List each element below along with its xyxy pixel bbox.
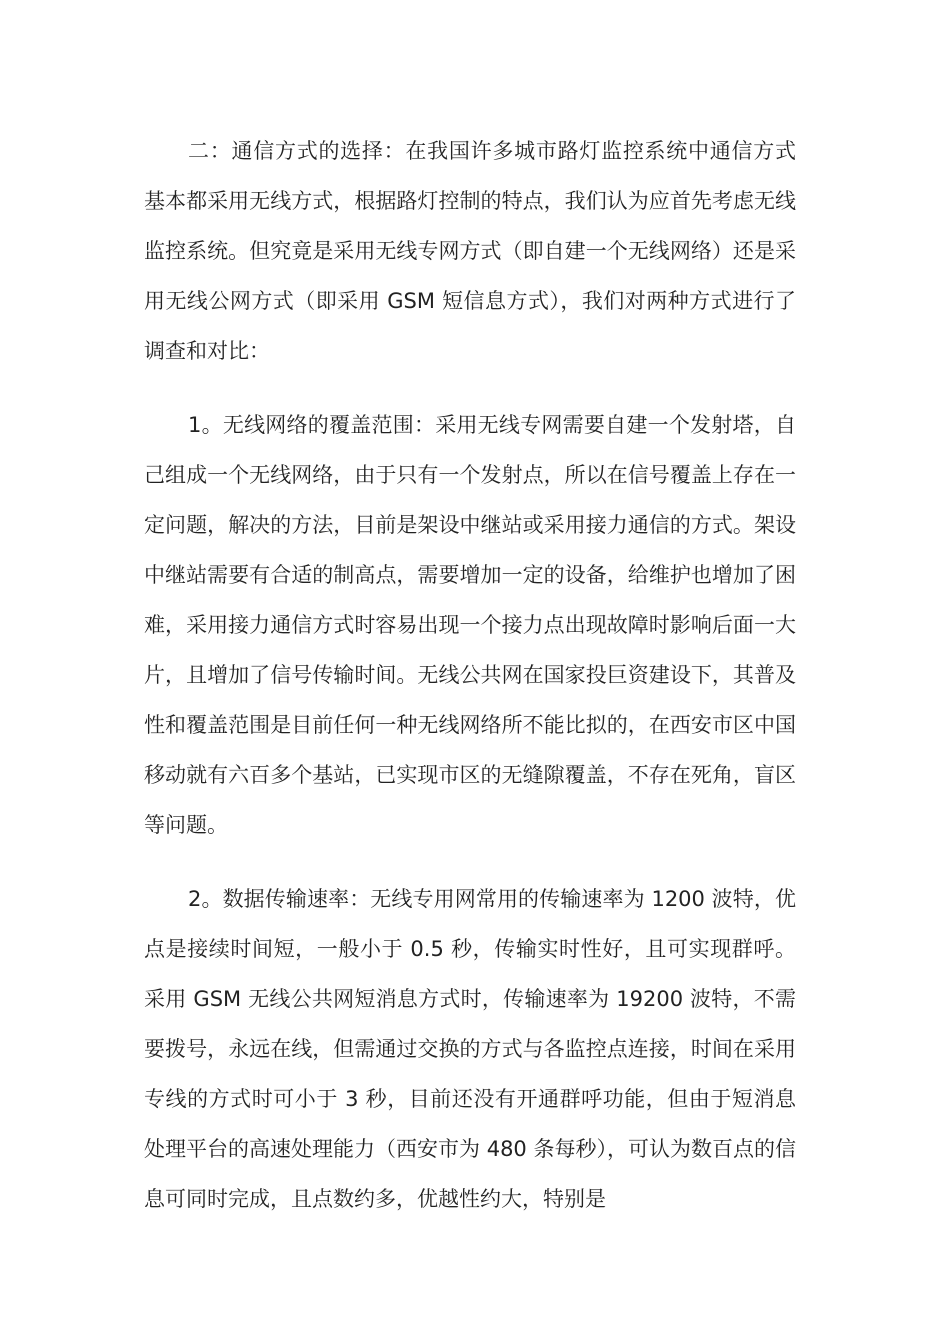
paragraph-coverage-range: 1。无线网络的覆盖范围：采用无线专网需要自建一个发射塔，自己组成一个无线网络，由于只有一个发射点，所以在信号覆盖上存在一定问题，解决的方法，目前是架设中继站或采用接力通信的方式。架设中继站需要有合适的制高点，需要增加一定的设备，给维护也增加了困难，采用接力通信方式时容易出现一个接力点出现故障时影响后面一大片，且增加了信号传输时间。无线公共网在国家投巨资建设下，其普及性和覆盖范围是目前任何一种无线网络所不能比拟的，在西安市区中国移动就有六百多个基站，已实现市区的无缝隙覆盖，不存在死角，盲区等问题。 <box>144 413 796 837</box>
paragraph-transmission-rate: 2。数据传输速率：无线专用网常用的传输速率为 1200 波特，优点是接续时间短，一般小于 0.5 秒，传输实时性好，且可实现群呼。采用 GSM 无线公共网短消息方式时，传输速率为 19200 波特，不需要拨号，永远在线，但需通过交换的方式与各监控点连接，时间在采用专线的方式时可小于 3 秒，目前还没有开通群呼功能，但由于短消息处理平台的高速处理能力（西安市为 480 条每秒），可认为数百点的信息可同时完成，且点数约多，优越性约大，特别是 <box>144 887 796 1211</box>
document-body <box>144 126 796 1224</box>
paragraph-communication-method: 二：通信方式的选择：在我国许多城市路灯监控系统中通信方式基本都采用无线方式，根据路灯控制的特点，我们认为应首先考虑无线监控系统。但究竟是采用无线专网方式（即自建一个无线网络）还是采用无线公网方式（即采用 GSM 短信息方式），我们对两种方式进行了调查和对比： <box>144 139 796 363</box>
